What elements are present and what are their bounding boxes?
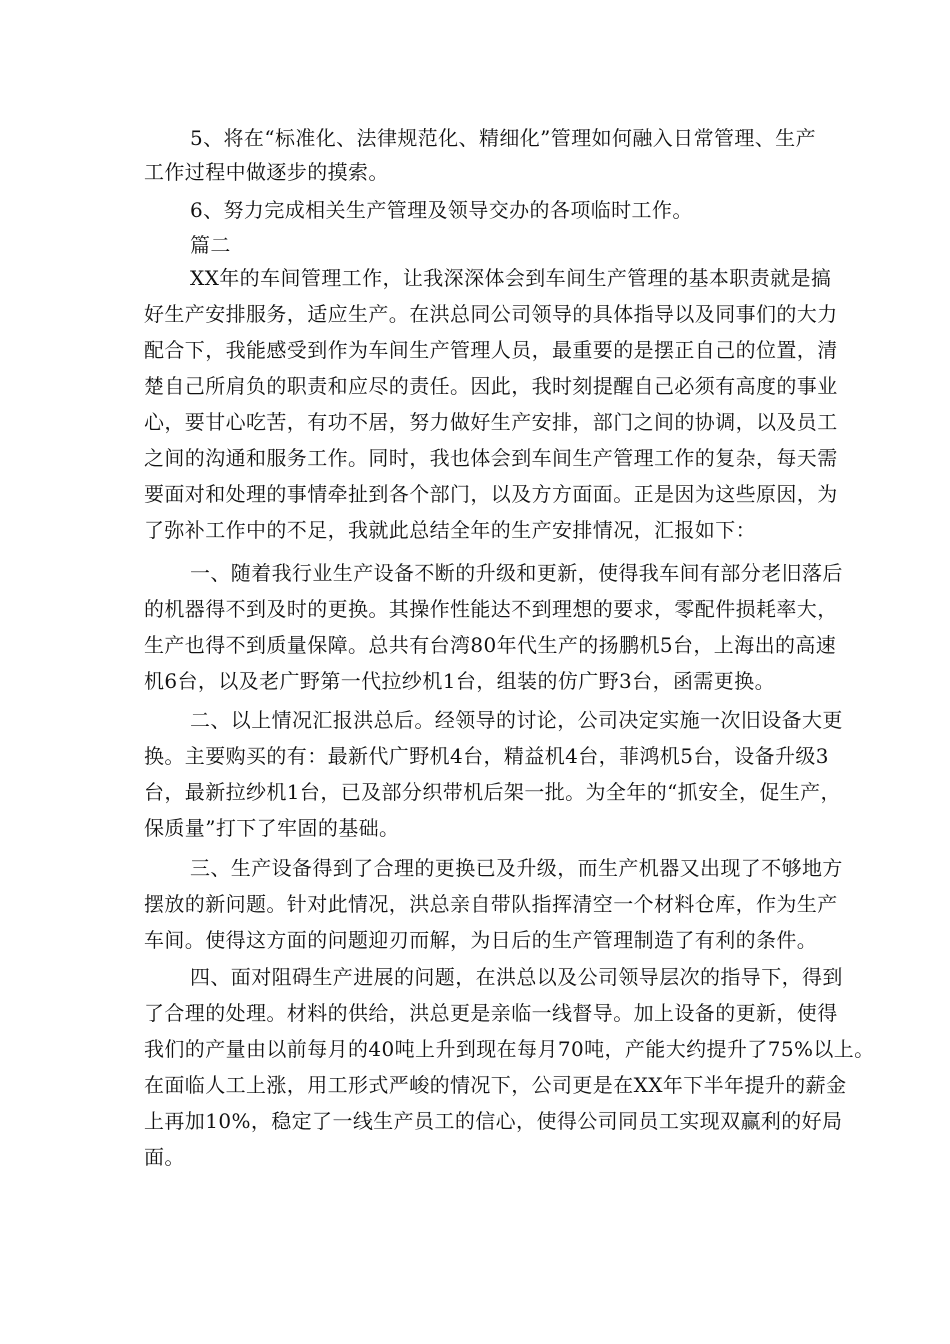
text-line: 心，要甘心吃苦，有功不居，努力做好生产安排，部门之间的协调，以及员工 [144,410,838,434]
text-line: 了弥补工作中的不足，我就此总结全年的生产安排情况，汇报如下： [144,518,756,542]
text-line: 要面对和处理的事情牵扯到各个部门，以及方方面面。正是因为这些原因，为 [144,482,838,506]
text-line: 三、生产设备得到了合理的更换已及升级，而生产机器又出现了不够地方 [190,856,843,880]
text-line: 车间。使得这方面的问题迎刃而解，为日后的生产管理制造了有利的条件。 [144,928,818,952]
text-line: 台，最新拉纱机1台，已及部分织带机后架一批。为全年的“抓安全，促生产， [144,780,841,804]
text-line: 机6台，以及老广野第一代拉纱机1台，组装的仿广野3台，函需更换。 [144,669,775,693]
text-line: 配合下，我能感受到作为车间生产管理人员，最重要的是摆正自己的位置，清 [144,338,838,362]
text-line: 之间的沟通和服务工作。同时，我也体会到车间生产管理工作的复杂，每天需 [144,446,838,470]
text-line: 6、努力完成相关生产管理及领导交办的各项临时工作。 [190,198,693,222]
text-line: 在面临人工上涨，用工形式严峻的情况下，公司更是在XX年下半年提升的薪金 [144,1073,847,1097]
text-line: 换。主要购买的有：最新代广野机4台，精益机4台，菲鸿机5台，设备升级3 [144,744,829,768]
text-line: 5、将在“标准化、法律规范化、精细化”管理如何融入日常管理、生产 [190,126,816,150]
text-line: 我们的产量由以前每月的40吨上升到现在每月70吨，产能大约提升了75%以上。 [144,1037,875,1061]
text-line: 工作过程中做逐步的摸索。 [144,160,389,184]
text-line: 楚自己所肩负的职责和应尽的责任。因此，我时刻提醒自己必须有高度的事业 [144,374,838,398]
text-line: 保质量”打下了牢固的基础。 [144,816,400,840]
text-line: 摆放的新问题。针对此情况，洪总亲自带队指挥清空一个材料仓库，作为生产 [144,892,838,916]
text-line: 好生产安排服务，适应生产。在洪总同公司领导的具体指导以及同事们的大力 [144,302,838,326]
text-line: 一、随着我行业生产设备不断的升级和更新，使得我车间有部分老旧落后 [190,561,843,585]
text-line: 的机器得不到及时的更换。其操作性能达不到理想的要求，零配件损耗率大， [144,597,838,621]
text-line: 二、以上情况汇报洪总后。经领导的讨论，公司决定实施一次旧设备大更 [190,708,843,732]
text-line: 四、面对阻碍生产进展的问题，在洪总以及公司领导层次的指导下，得到 [190,965,843,989]
text-line: XX年的车间管理工作，让我深深体会到车间生产管理的基本职责就是搞 [190,266,832,290]
section-heading: 篇二 [190,233,231,257]
text-line: 了合理的处理。材料的供给，洪总更是亲临一线督导。加上设备的更新，使得 [144,1001,838,1025]
text-line: 面。 [144,1145,185,1169]
text-line: 上再加10%，稳定了一线生产员工的信心，使得公司同员工实现双赢利的好局 [144,1109,843,1133]
text-line: 生产也得不到质量保障。总共有台湾80年代生产的扬鹏机5台，上海出的高速 [144,633,837,657]
